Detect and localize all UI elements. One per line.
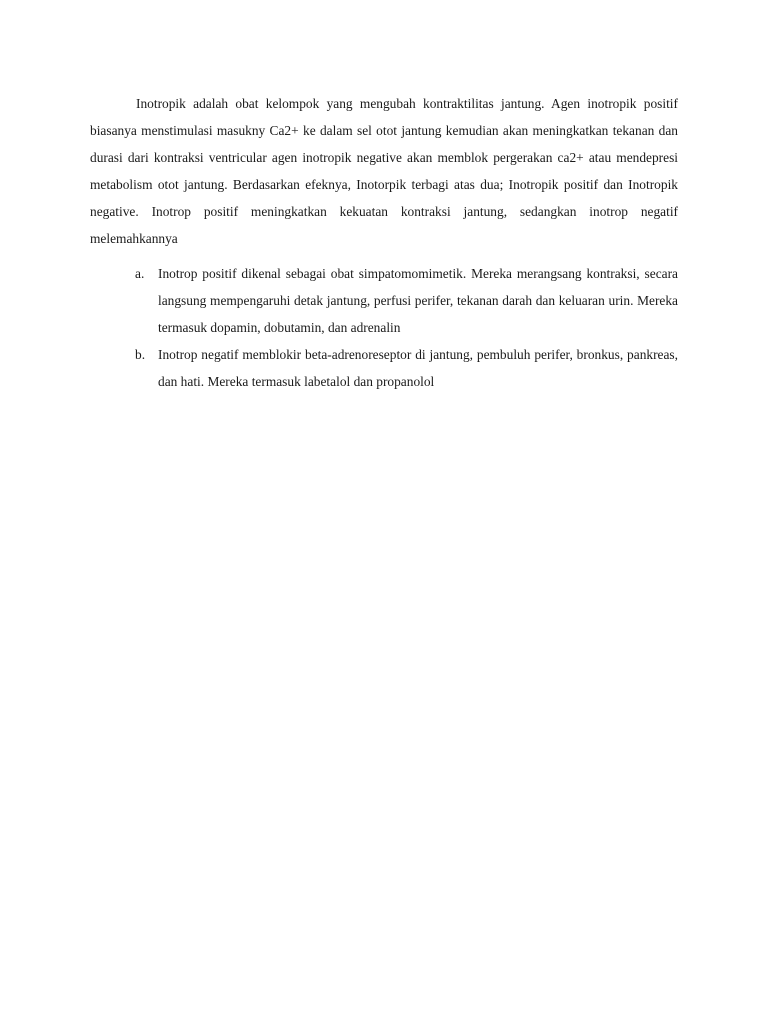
list-item <box>90 260 678 341</box>
list-marker: b. <box>135 346 146 362</box>
inotrop-list <box>90 260 678 395</box>
list-item <box>90 341 678 395</box>
list-item-text: Inotrop negatif memblokir beta-adrenoreseptor di jantung, pembuluh perifer, bronkus, pankreas, dan hati. Mereka termasuk labetalol dan propanolol <box>158 346 678 389</box>
intro-paragraph: Inotropik adalah obat kelompok yang mengubah kontraktilitas jantung. Agen inotropik positif biasanya menstimulasi masukny Ca2+ ke dalam sel otot jantung kemudian akan meningkatkan tekanan dan durasi dari kontraksi ventricular agen inotropik negative akan memblok pergerakan ca2+ atau mendepresi metabolism otot jantung. Berdasarkan efeknya, Inotorpik terbagi atas dua; Inotropik positif dan Inotropik negative. Inotrop positif meningkatkan kekuatan kontraksi jantung, sedangkan inotrop negatif melemahkannya <box>90 96 678 247</box>
list-item-text: Inotrop positif dikenal sebagai obat simpatomomimetik. Mereka merangsang kontraksi, secara langsung mempengaruhi detak jantung, perfusi perifer, tekanan darah dan keluaran urin. Mereka termasuk dopamin, dobutamin, dan adrenalin <box>158 265 678 335</box>
list-marker: a. <box>135 265 145 281</box>
document-body <box>90 90 678 395</box>
